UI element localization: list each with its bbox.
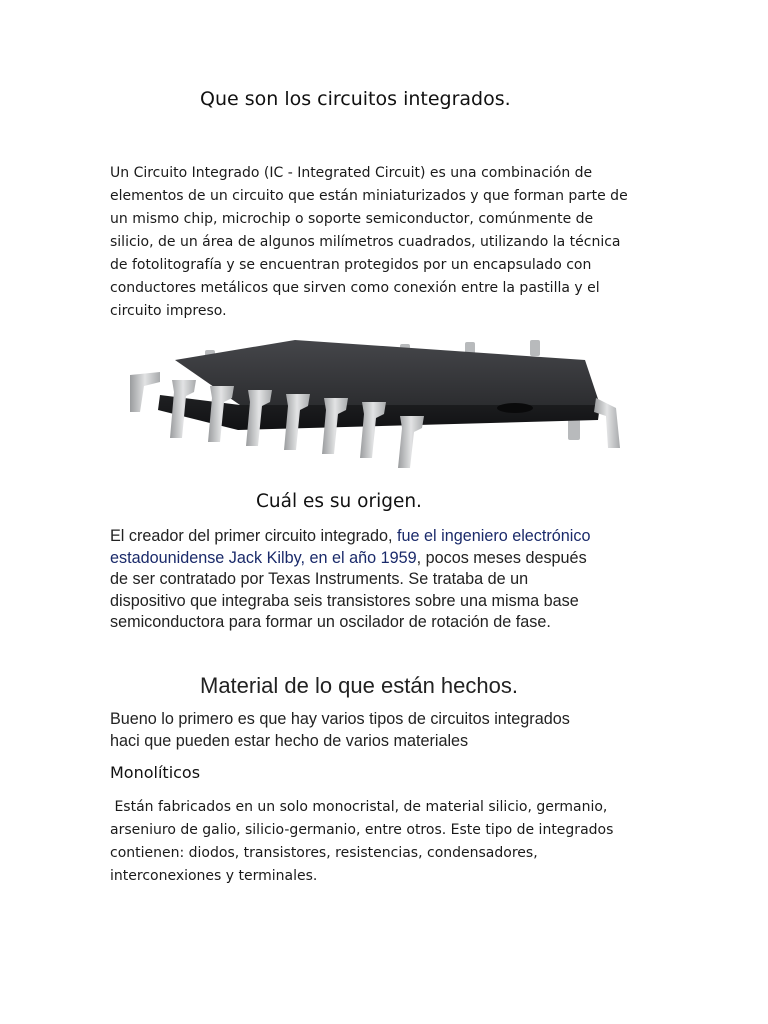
paragraph-line: Bueno lo primero es que hay varios tipos de circuitos integrados: [110, 710, 570, 728]
paragraph-line: contienen: diodos, transistores, resistencias, condensadores,: [110, 845, 538, 861]
paragraph-line: interconexiones y terminales.: [110, 868, 318, 884]
paragraph-line: de fotolitografía y se encuentran protegidos por un encapsulado con: [110, 257, 592, 273]
paragraph-line: arseniuro de galio, silicio-germanio, entre otros. Este tipo de integrados: [110, 822, 614, 838]
section3-subheading: Monolíticos: [110, 763, 201, 782]
text-run: , pocos meses después: [416, 548, 587, 567]
paragraph-line: semiconductora para formar un oscilador de rotación de fase.: [110, 613, 551, 631]
paragraph-line: [110, 526, 670, 548]
paragraph-line: Un Circuito Integrado (IC - Integrated Circuit) es una combinación de: [110, 165, 593, 181]
paragraph-line: haci que pueden estar hecho de varios materiales: [110, 731, 469, 750]
section1-paragraph: [110, 162, 670, 323]
paragraph-line: circuito impreso.: [110, 303, 227, 319]
integrated-circuit-chip-icon: [120, 320, 650, 480]
section3-paragraph: [110, 709, 670, 752]
paragraph-line: de ser contratado por Texas Instruments. Se trataba de un: [110, 570, 529, 588]
paragraph-line: silicio, de un área de algunos milímetros cuadrados, utilizando la técnica: [110, 234, 621, 250]
section2-title: Cuál es su origen.: [256, 491, 422, 512]
paragraph-line: elementos de un circuito que están miniaturizados y que forman parte de: [110, 188, 628, 204]
text-run: El creador del primer circuito integrado,: [110, 527, 398, 545]
section3-sub-paragraph: [110, 796, 670, 888]
section3-title: Material de lo que están hechos.: [200, 673, 518, 698]
paragraph-line: [110, 548, 670, 570]
paragraph-line: un mismo chip, microchip o soporte semiconductor, comúnmente de: [110, 211, 594, 227]
section1-title: Que son los circuitos integrados.: [200, 88, 511, 110]
paragraph-line: Están fabricados en un solo monocristal, de material silicio, germanio,: [110, 799, 608, 815]
section2-paragraph: [110, 526, 670, 634]
paragraph-line: conductores metálicos que sirven como conexión entre la pastilla y el: [110, 280, 600, 296]
paragraph-line: dispositivo que integraba seis transistores sobre una misma base: [110, 591, 579, 610]
highlighted-text: fue el ingeniero electrónico: [397, 527, 591, 545]
highlighted-text: estadounidense Jack Kilby, en el año 1959: [110, 548, 417, 567]
